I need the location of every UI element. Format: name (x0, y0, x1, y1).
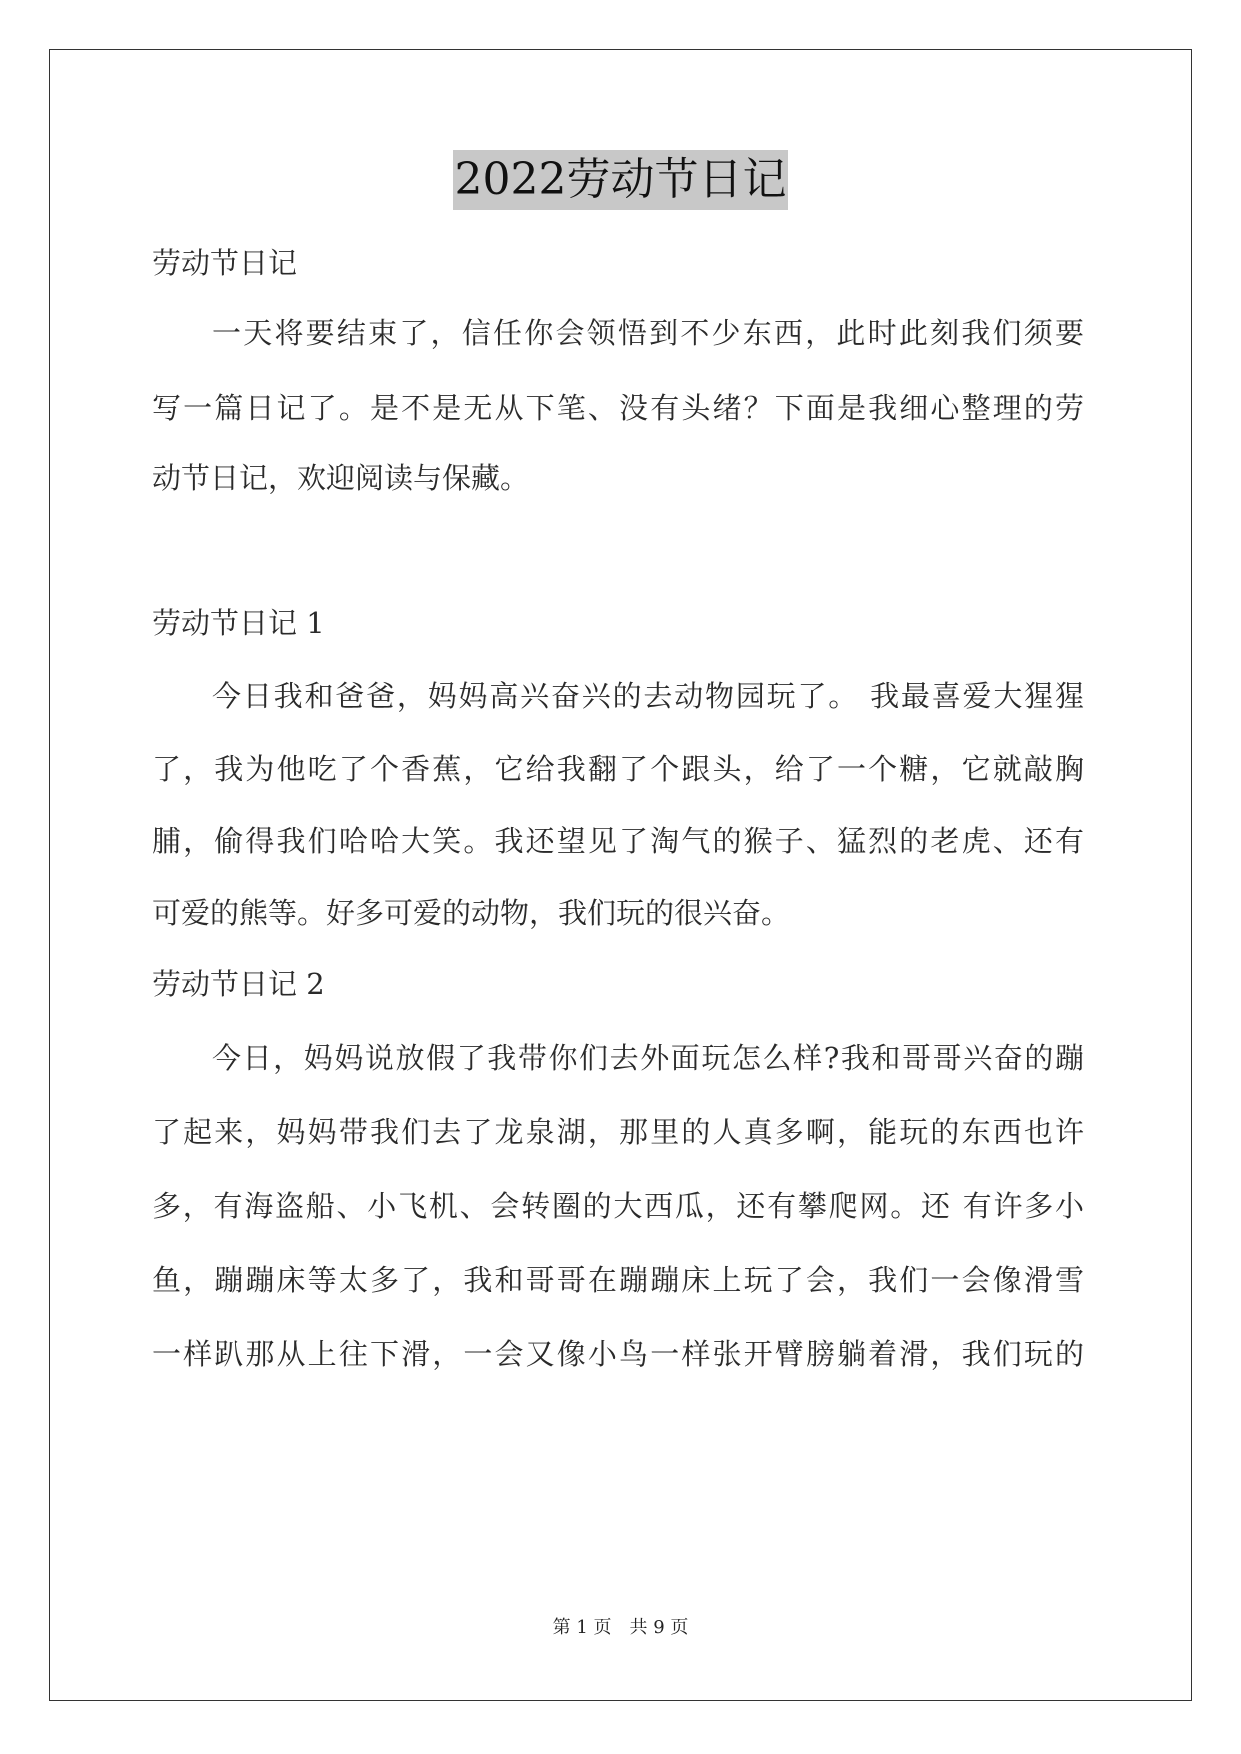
paragraph-line: 写一篇日记了。是不是无从下笔、没有头绪？下面是我细心整理的劳 (152, 391, 1084, 425)
paragraph-line: 多，有海盗船、小飞机、会转圈的大西瓜，还有攀爬网。还 有许多小 (152, 1189, 1084, 1223)
paragraph-line: 今日，妈妈说放假了我带你们去外面玩怎么样?我和哥哥兴奋的蹦 (212, 1041, 1084, 1075)
page-footer: 第 1 页 共 9 页 (552, 1617, 689, 1638)
section-heading: 劳动节日记 (152, 246, 298, 280)
paragraph-line: 动节日记，欢迎阅读与保藏。 (152, 461, 530, 495)
paragraph-line: 一天将要结束了，信任你会领悟到不少东西，此时此刻我们须要 (212, 316, 1084, 350)
paragraph-line: 一样趴那从上往下滑，一会又像小鸟一样张开臂膀躺着滑，我们玩的 (152, 1337, 1084, 1371)
paragraph-line: 了，我为他吃了个香蕉，它给我翻了个跟头，给了一个糖，它就敲胸 (152, 752, 1084, 786)
paragraph-line: 脯，偷得我们哈哈大笑。我还望见了淘气的猴子、猛烈的老虎、还有 (152, 824, 1084, 858)
section-heading: 劳动节日记 1 (152, 606, 325, 640)
paragraph-line: 可爱的熊等。好多可爱的动物，我们玩的很兴奋。 (152, 896, 791, 930)
document-title: 2022劳动节日记 (453, 150, 789, 210)
title-container (0, 150, 1241, 210)
paragraph-line: 鱼，蹦蹦床等太多了，我和哥哥在蹦蹦床上玩了会，我们一会像滑雪 (152, 1263, 1084, 1297)
section-heading: 劳动节日记 2 (152, 967, 325, 1001)
page-border (49, 49, 1192, 1701)
paragraph-line: 今日我和爸爸，妈妈高兴奋兴的去动物园玩了。 我最喜爱大猩猩 (212, 679, 1084, 713)
paragraph-line: 了起来，妈妈带我们去了龙泉湖，那里的人真多啊，能玩的东西也许 (152, 1115, 1084, 1149)
